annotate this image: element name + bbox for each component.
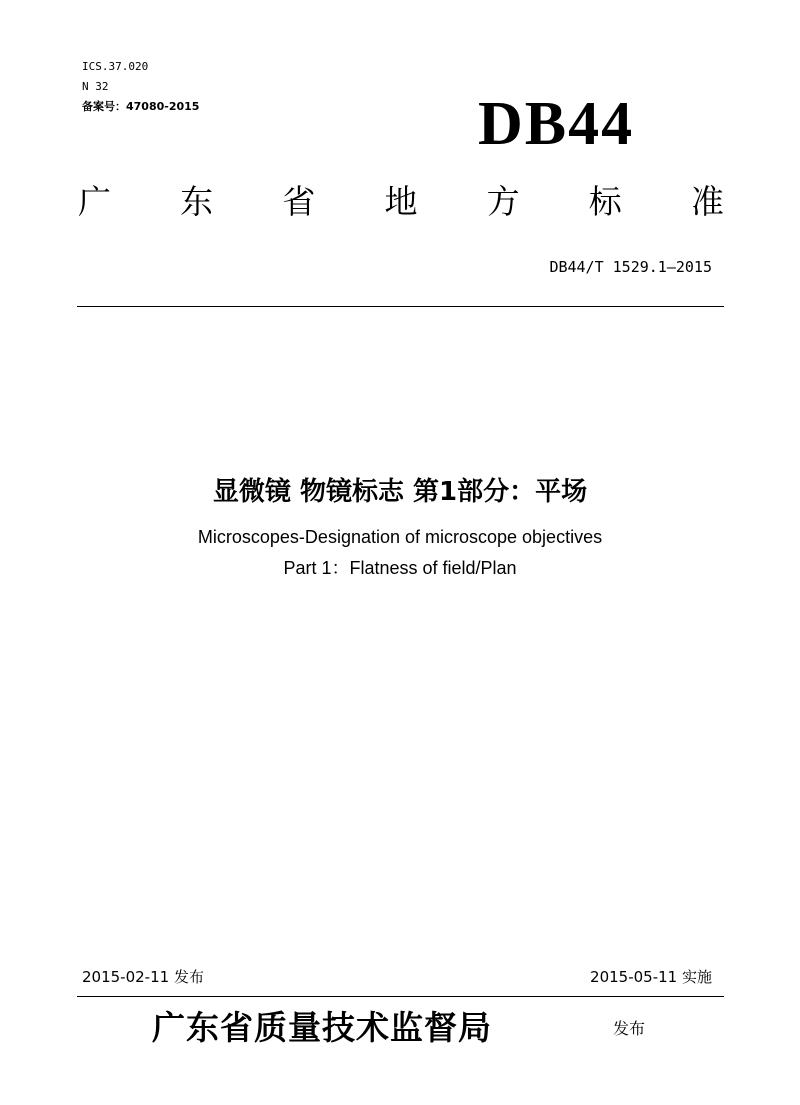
ccs-code: N 32 — [82, 80, 109, 93]
standard-type-char: 方 — [486, 182, 520, 221]
standard-type — [78, 180, 724, 224]
standard-type-char: 地 — [384, 182, 418, 221]
standard-number: DB44/T 1529.1—2015 — [549, 258, 712, 276]
bottom-divider — [77, 996, 724, 997]
ics-code: ICS.37.020 — [82, 60, 149, 73]
standard-type-char: 准 — [690, 182, 724, 221]
record-number: 备案号：47080-2015 — [82, 100, 200, 113]
standard-code-logo: DB44 — [478, 90, 635, 158]
standard-type-char: 东 — [180, 182, 214, 221]
title-english-line1: Microscopes-Designation of microscope objectives — [197, 527, 603, 547]
standard-type-char: 省 — [282, 182, 316, 221]
top-divider — [77, 306, 724, 307]
implementation-date: 2015-05-11 实施 — [590, 968, 712, 986]
standard-type-char: 广 — [78, 182, 111, 221]
issuer-name: 广东省质量技术监督局 — [152, 1008, 492, 1047]
title-chinese: 显微镜 物镜标志 第1部分：平场 — [212, 477, 588, 507]
standard-type-char: 标 — [588, 182, 622, 221]
title-english-line2: Part 1：Flatness of field/Plan — [283, 558, 517, 578]
issue-date: 2015-02-11 发布 — [82, 968, 204, 986]
issuer-action: 发布 — [613, 1019, 646, 1038]
